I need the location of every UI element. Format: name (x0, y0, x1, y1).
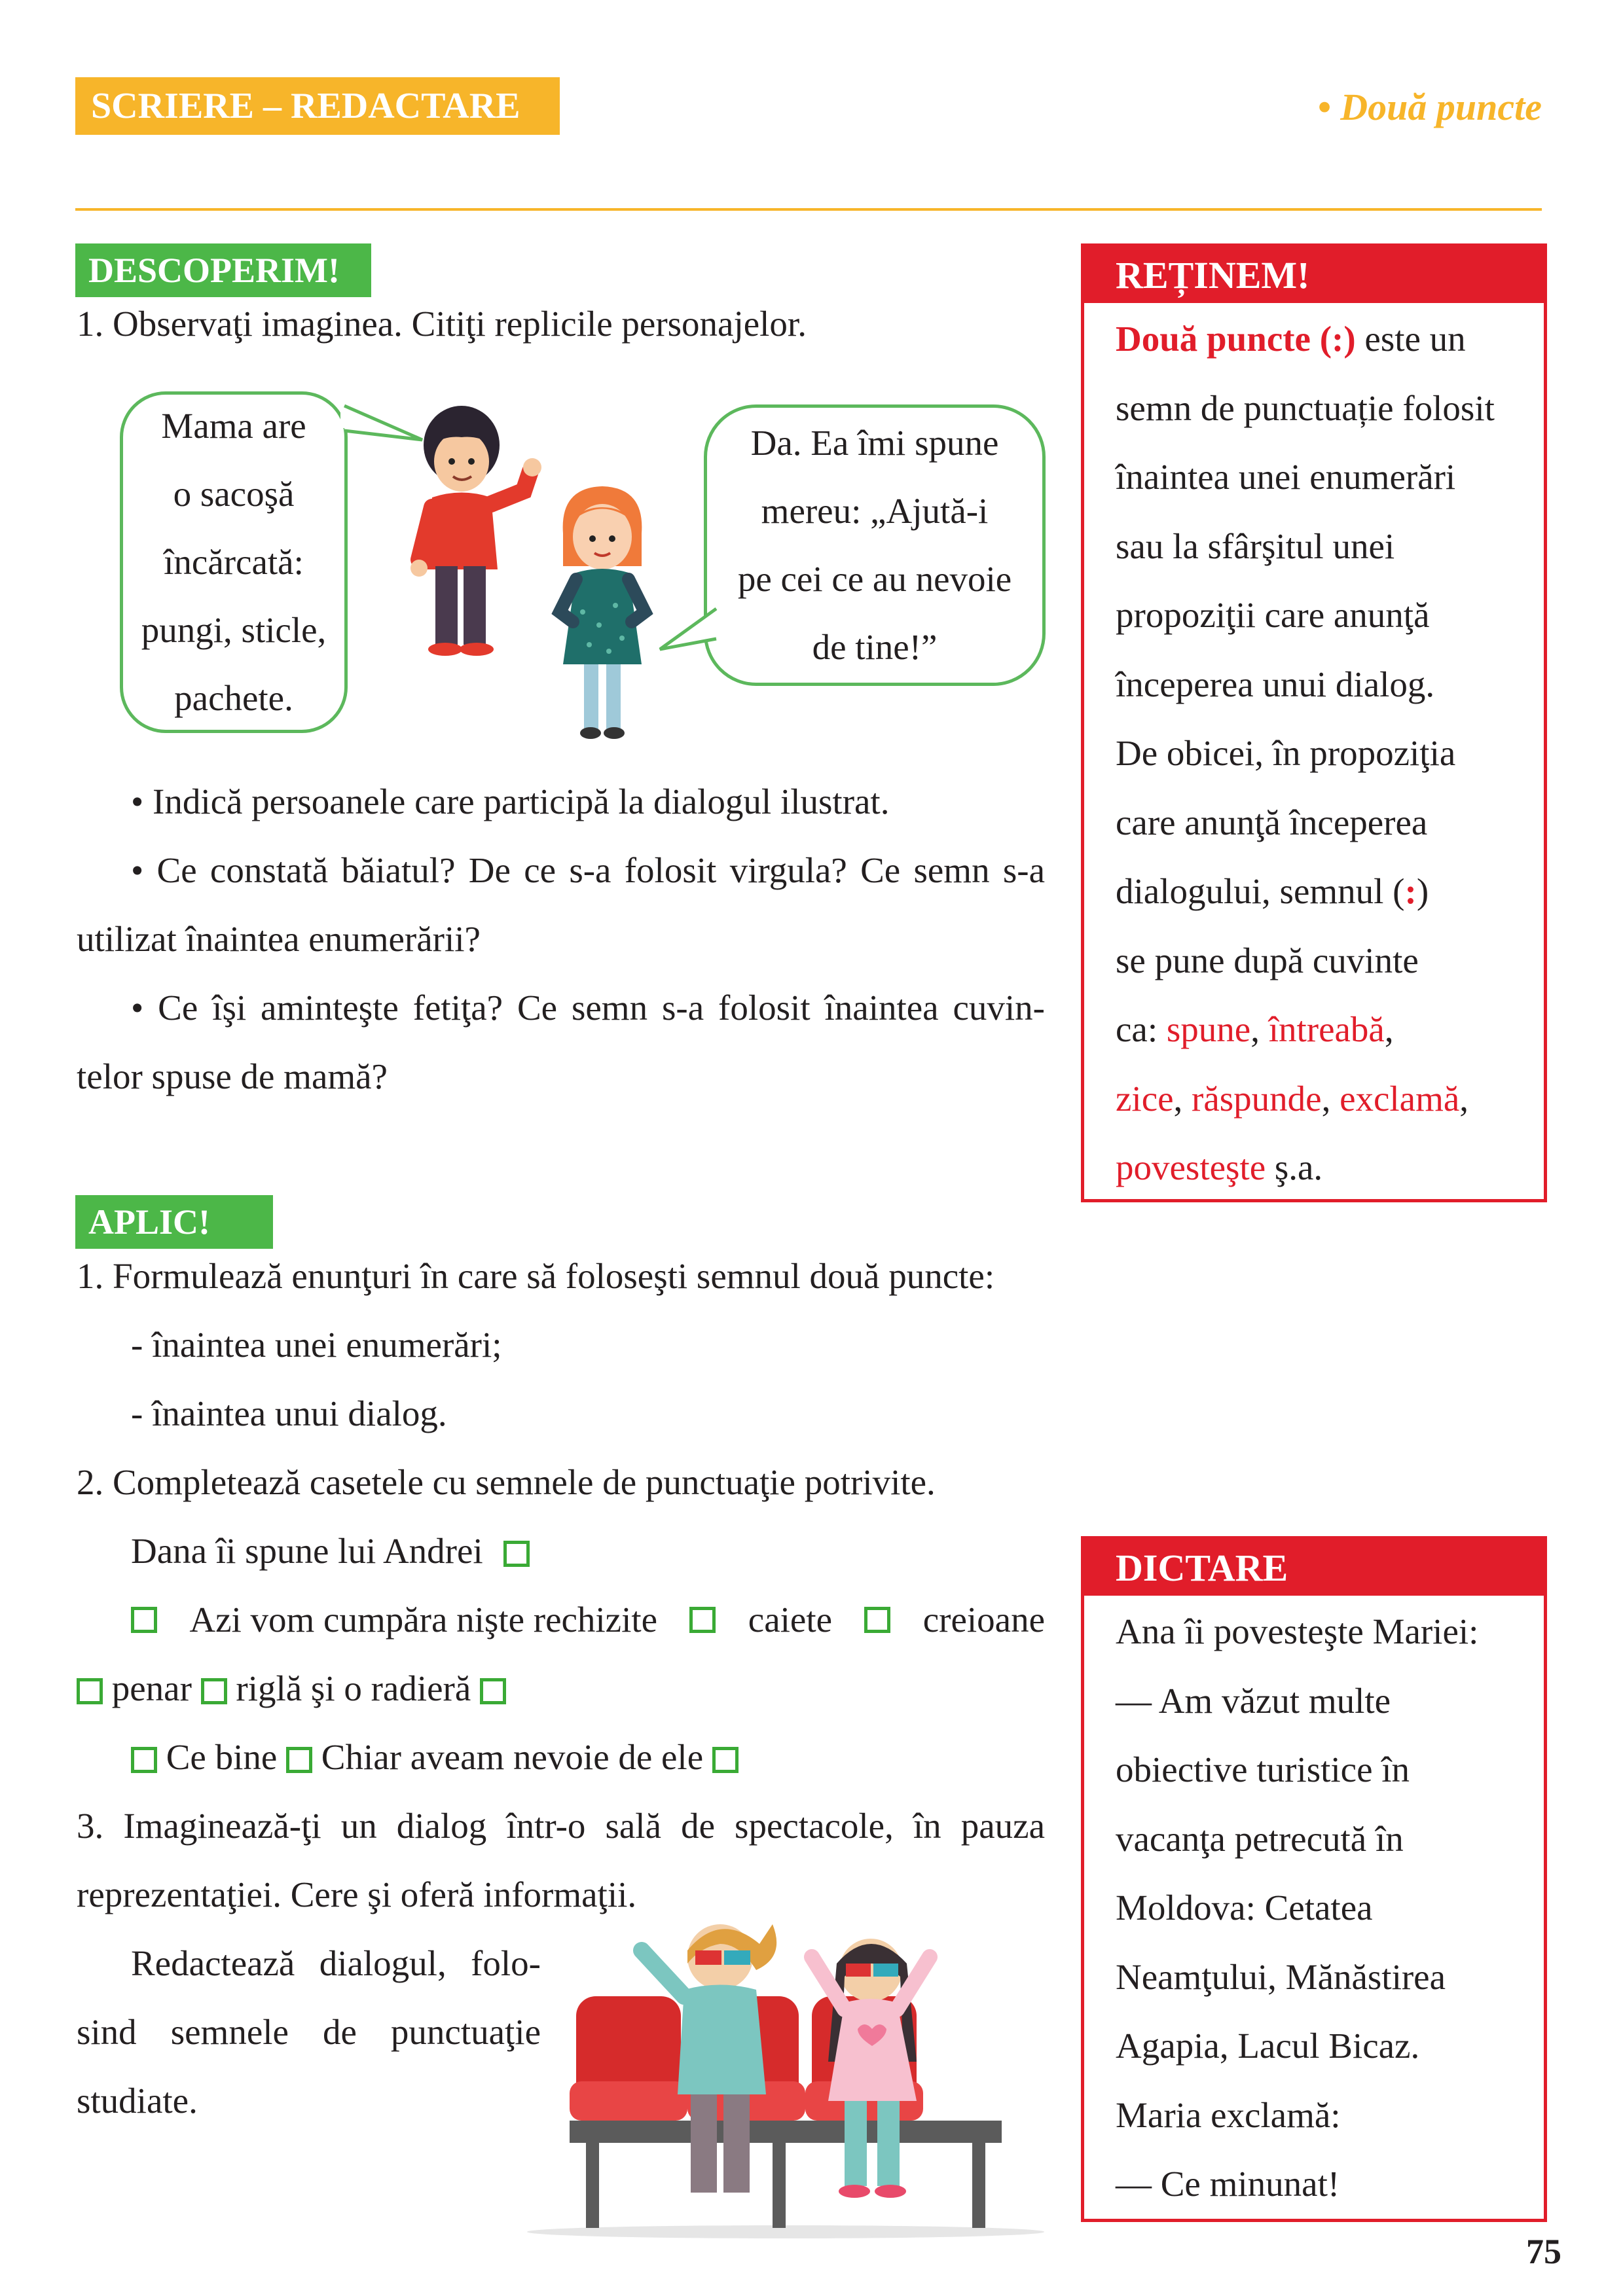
keyword: povesteşte (1116, 1147, 1266, 1187)
descoperim-tag-label: DESCOPERIM! (88, 251, 340, 290)
punctuation-box[interactable] (712, 1747, 739, 1773)
aplic-ex3: 3. Imaginează-ţi un dialog într-o sală de spectacole, în pauza (77, 1806, 1045, 1846)
dictare-panel (1081, 1536, 1547, 2222)
ex2-text: riglă şi o radieră (236, 1668, 471, 1708)
question-line: telor spuse de mamă? (77, 1056, 388, 1096)
dictare-body (1084, 1596, 1544, 2219)
dictare-title-label: DICTARE (1116, 1546, 1288, 1589)
dictare-title (1084, 1539, 1544, 1596)
ex2-text: Azi vom cumpăra nişte rechizite (189, 1600, 658, 1640)
retinem-line: se pune după cuvinte (1116, 940, 1419, 980)
section-tag-label: SCRIERE – REDACTARE (91, 86, 520, 126)
aplic-ex3: reprezentaţiei. Cere şi oferă informaţii. (77, 1874, 637, 1914)
aplic-ex1-item: - înaintea unei enumerări; (131, 1325, 502, 1365)
retinem-line: sau la sfârşitul unei (1116, 526, 1395, 566)
punctuation-box[interactable] (131, 1747, 157, 1773)
theater-seats-illustration (524, 1898, 1048, 2238)
aplic-ex3-line: Redactează dialogul, folo- (131, 1943, 541, 1983)
retinem-line: care anunţă începerea (1116, 802, 1428, 842)
dictare-line: Neamţului, Mănăstirea (1116, 1956, 1446, 1997)
retinem-panel (1081, 243, 1547, 1202)
definition-term: Două puncte (:) (1116, 319, 1356, 359)
retinem-definition (1116, 304, 1544, 374)
aplic-tag-label: APLIC! (88, 1202, 210, 1242)
boy-speech-bubble (120, 391, 348, 733)
punctuation-box[interactable] (689, 1607, 716, 1633)
retinem-line: propoziţii care anunţă (1116, 595, 1430, 635)
aplic-tag (75, 1195, 273, 1249)
ex2-text: creioane (922, 1600, 1045, 1640)
punctuation-box[interactable] (503, 1541, 530, 1567)
ex2-line-1 (131, 1516, 530, 1585)
ex2-text: Chiar aveam nevoie de ele (321, 1737, 704, 1777)
ex2-line-4 (131, 1723, 739, 1791)
girl-bubble-line: mereu: „Ajută-i (761, 491, 989, 531)
ex2-line-2 (131, 1585, 1045, 1654)
ex2-text: penar (111, 1668, 192, 1708)
aplic-ex1-item: - înaintea unui dialog. (131, 1393, 447, 1433)
question-line: • Indică persoanele care participă la dialogul ilustrat. (131, 781, 890, 821)
retinem-body (1084, 303, 1544, 1202)
dictare-line: — Am văzut multe (1116, 1680, 1391, 1721)
punctuation-box[interactable] (864, 1607, 890, 1633)
dictare-line: — Ce minunat! (1116, 2164, 1340, 2204)
header-divider (75, 208, 1542, 211)
aplic-ex3-line: studiate. (77, 2081, 198, 2121)
retinem-line: înaintea unei enumerări (1116, 457, 1456, 497)
boy-bubble-line: pachete. (174, 678, 293, 718)
dictare-line: obiective turistice în (1116, 1749, 1410, 1789)
keyword: exclamă (1340, 1078, 1460, 1119)
punctuation-box[interactable] (77, 1678, 103, 1704)
topic-title (1317, 81, 1542, 134)
girl-bubble-line: de tine!” (812, 627, 938, 667)
keyword: spune (1166, 1009, 1251, 1049)
aplic-ex3-line: sind semnele de punctuaţie (77, 2012, 541, 2052)
topic-title-label: • Două puncte (1317, 86, 1542, 128)
retinem-line: începerea unui dialog. (1116, 664, 1435, 704)
dictare-line: Agapia, Lacul Bicaz. (1116, 2026, 1420, 2066)
colon-pre: dialogului, semnul ( (1116, 871, 1405, 911)
retinem-title-label: REȚINEM! (1116, 253, 1310, 296)
retinem-words-line: ca: spune, întreabă, (1116, 1009, 1394, 1049)
dictare-line: Ana îi povesteşte Mariei: (1116, 1611, 1479, 1651)
retinem-colon-line (1116, 857, 1544, 926)
boy-illustration (399, 399, 556, 661)
keyword: întreabă (1268, 1009, 1385, 1049)
punctuation-box[interactable] (286, 1747, 312, 1773)
question-line: utilizat înaintea enumerării? (77, 919, 481, 959)
ex2-line-3 (77, 1654, 506, 1723)
retinem-words-line: zice, răspunde, exclamă, (1116, 1078, 1469, 1119)
punctuation-box[interactable] (480, 1678, 506, 1704)
colon-symbol: : (1404, 871, 1417, 911)
girl-bubble-line: Da. Ea îmi spune (750, 423, 999, 463)
keyword: răspunde (1192, 1078, 1322, 1119)
colon-post: ) (1416, 871, 1429, 911)
dictare-line: Maria exclamă: (1116, 2094, 1341, 2135)
retinem-line: semn de punctuație folosit (1116, 387, 1495, 428)
dictare-line: Moldova: Cetatea (1116, 1888, 1373, 1928)
punctuation-box[interactable] (131, 1607, 157, 1633)
keyword: zice (1116, 1078, 1174, 1119)
retinem-words-line (1116, 1133, 1544, 1202)
etc-label: ş.a. (1266, 1147, 1323, 1187)
punctuation-box[interactable] (201, 1678, 227, 1704)
girl-bubble-tail (655, 602, 720, 661)
boy-bubble-line: o sacoşă (173, 474, 295, 514)
boy-bubble-line: Mama are (161, 406, 306, 446)
question-line: • Ce constată băiatul? De ce s-a folosit virgula? Ce semn s-a (131, 850, 1045, 890)
retinem-title (1084, 247, 1544, 303)
retinem-line: De obicei, în propoziţia (1116, 733, 1456, 773)
ca-label: ca: (1116, 1009, 1167, 1049)
girl-illustration (543, 481, 661, 743)
ex2-text: Dana îi spune lui Andrei (131, 1531, 483, 1571)
ex2-text: Ce bine (166, 1737, 278, 1777)
boy-bubble-line: pungi, sticle, (141, 610, 327, 650)
aplic-ex1: 1. Formulează enunţuri în care să foloseşti semnul două puncte: (77, 1256, 995, 1296)
girl-speech-bubble (704, 404, 1046, 686)
descoperim-instruction: 1. Observaţi imaginea. Citiţi replicile personajelor. (77, 304, 807, 344)
page-number: 75 (1526, 2232, 1561, 2271)
boy-bubble-line: încărcată: (164, 542, 304, 582)
dictare-line: vacanţa petrecută în (1116, 1818, 1404, 1859)
section-tag (75, 77, 560, 135)
aplic-ex2: 2. Completează casetele cu semnele de punctuaţie potrivite. (77, 1462, 936, 1502)
question-line: • Ce îşi aminteşte fetiţa? Ce semn s-a folosit înaintea cuvin- (131, 988, 1045, 1028)
ex2-text: caiete (748, 1600, 833, 1640)
definition-rest: este un (1355, 319, 1466, 359)
girl-bubble-line: pe cei ce au nevoie (737, 559, 1012, 599)
